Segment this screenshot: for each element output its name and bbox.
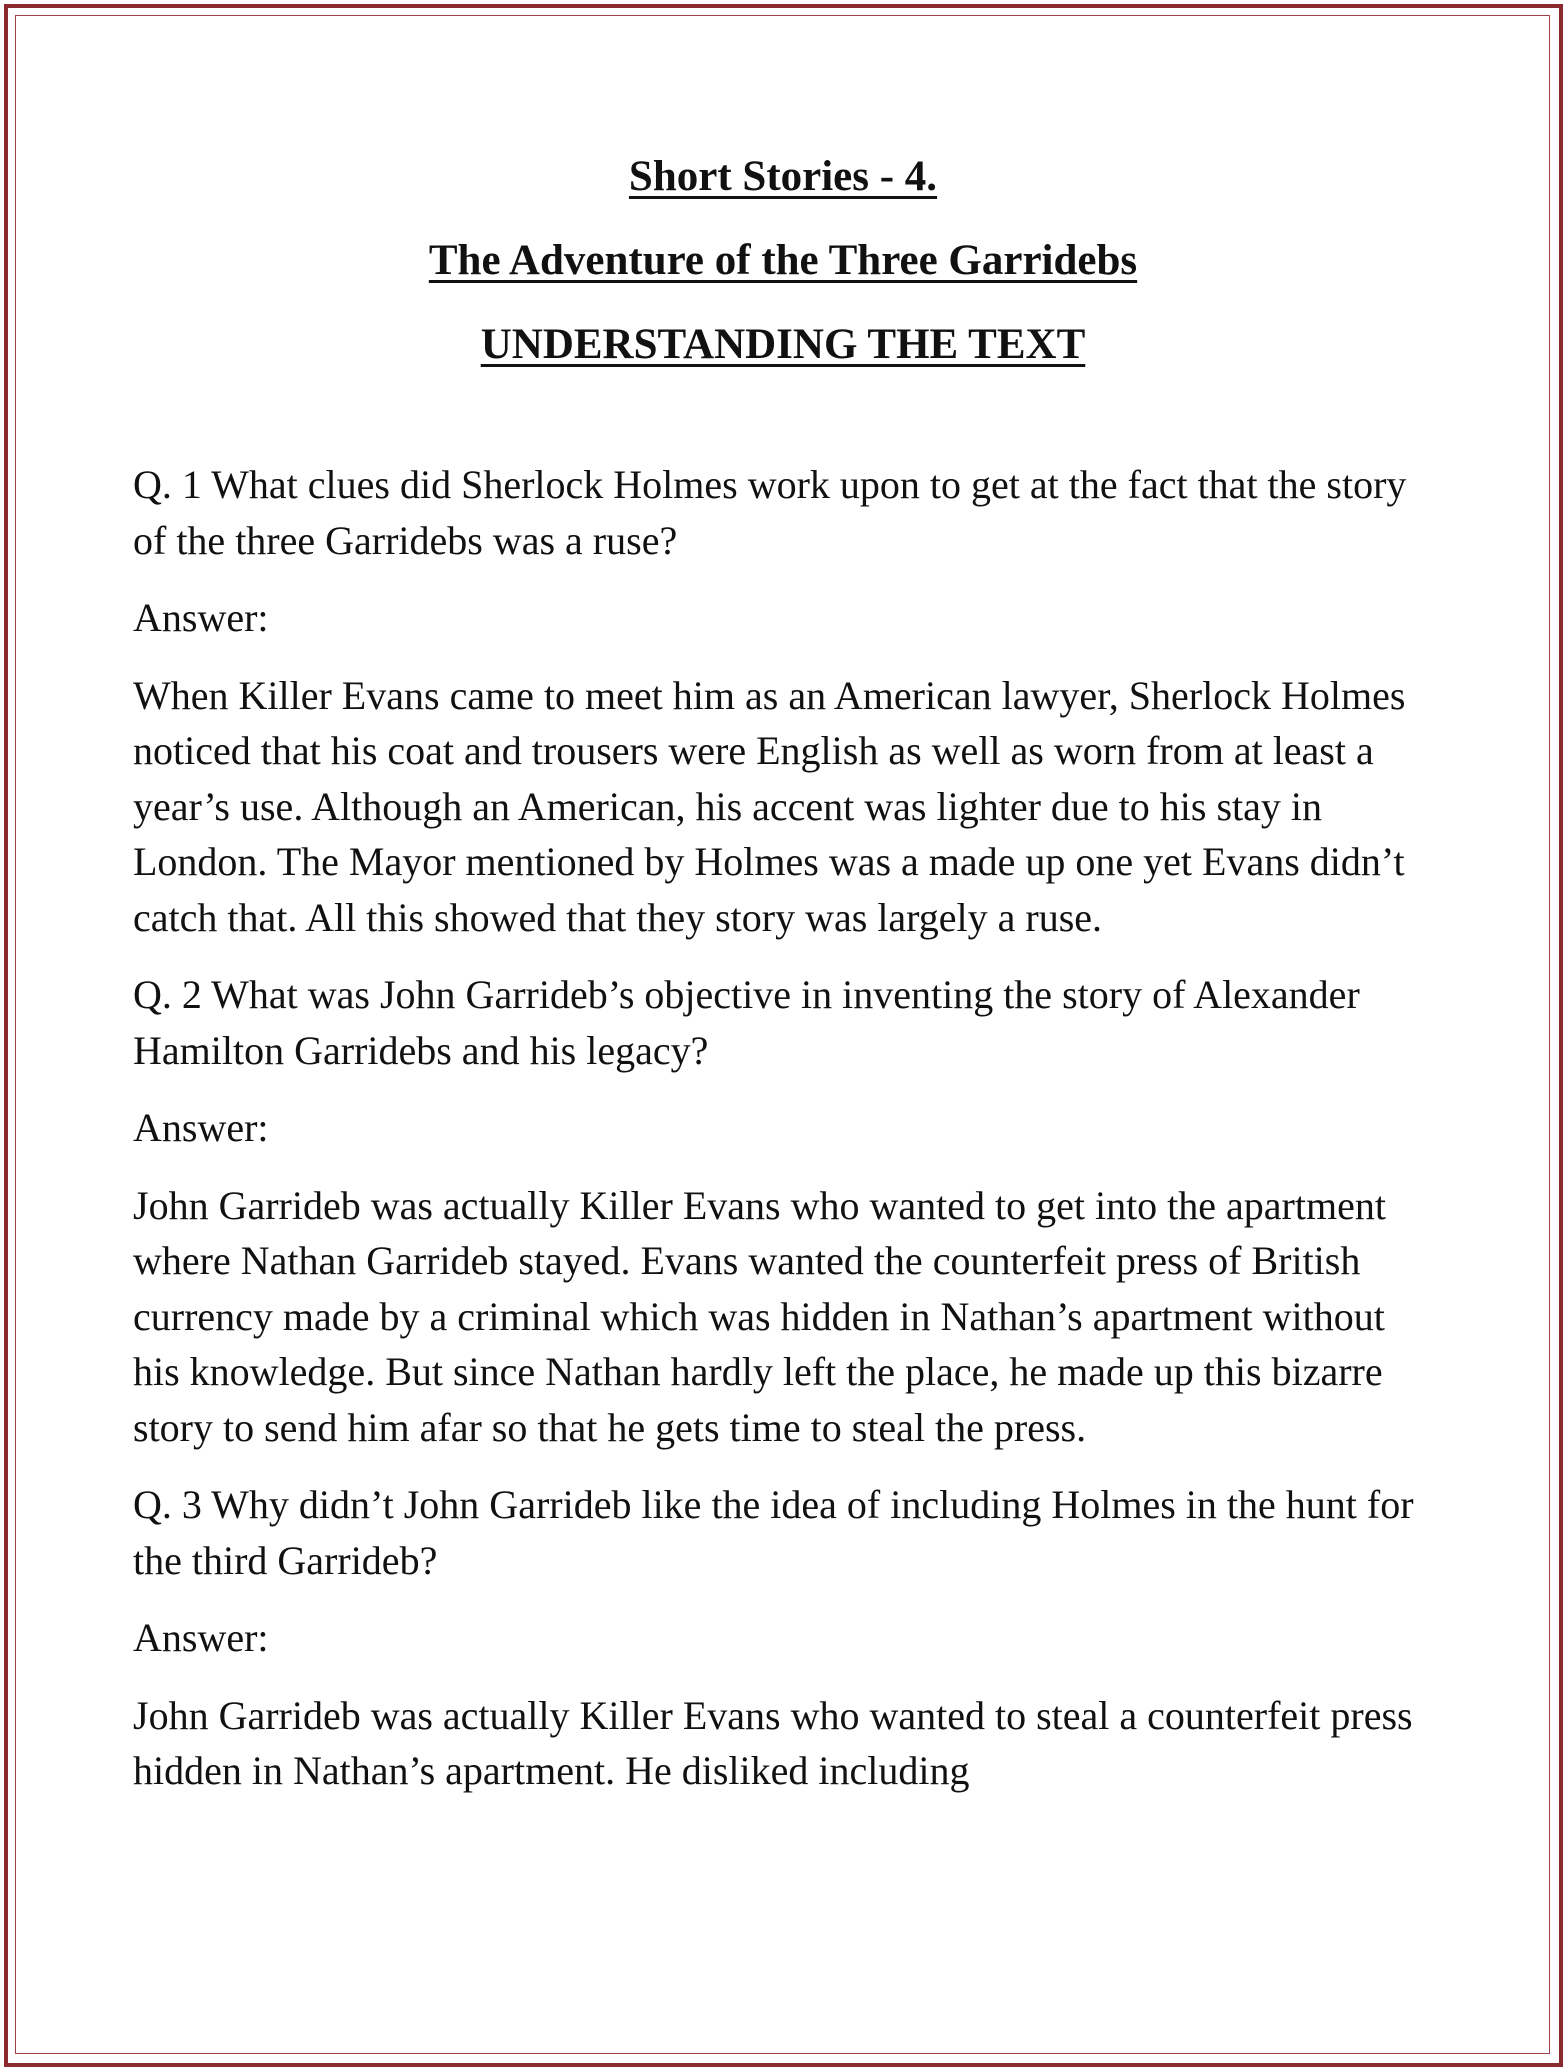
story-title: The Adventure of the Three Garridebs bbox=[428, 237, 1138, 284]
document-page bbox=[133, 135, 1433, 1821]
question-1: Q. 1 What clues did Sherlock Holmes work upon to get at the fact that the story of the three Garridebs was a ruse? bbox=[133, 462, 1407, 563]
section-heading: UNDERSTANDING THE TEXT bbox=[480, 321, 1086, 368]
answer-2: John Garrideb was actually Killer Evans who wanted to get into the apartment where Nathan Garrideb stayed. Evans wanted the counterfeit press of British currency made by a criminal which was hidden in Nathan’s apartment without his knowledge. But since Nathan hardly left the place, he made up this bizarre story to send him afar so that he gets time to steal the press. bbox=[133, 1182, 1386, 1450]
answer-label-3: Answer: bbox=[133, 1615, 269, 1660]
qa-content bbox=[133, 457, 1433, 1799]
answer-1: When Killer Evans came to meet him as an American lawyer, Sherlock Holmes noticed that his coat and trousers were English as well as worn from at least a year’s use. Although an American, his accent was lighter due to his stay in London. The Mayor mentioned by Holmes was a made up one yet Evans didn’t catch that. All this showed that they story was largely a ruse. bbox=[133, 672, 1406, 940]
question-2: Q. 2 What was John Garrideb’s objective in inventing the story of Alexander Hamilton Garridebs and his legacy? bbox=[133, 972, 1360, 1073]
question-3: Q. 3 Why didn’t John Garrideb like the idea of including Holmes in the hunt for the third Garrideb? bbox=[133, 1482, 1414, 1583]
answer-label-1: Answer: bbox=[133, 595, 269, 640]
document-title: Short Stories - 4. bbox=[628, 153, 938, 200]
answer-3: John Garrideb was actually Killer Evans who wanted to steal a counterfeit press hidden in Nathan’s apartment. He disliked including bbox=[133, 1692, 1413, 1793]
answer-label-2: Answer: bbox=[133, 1105, 269, 1150]
